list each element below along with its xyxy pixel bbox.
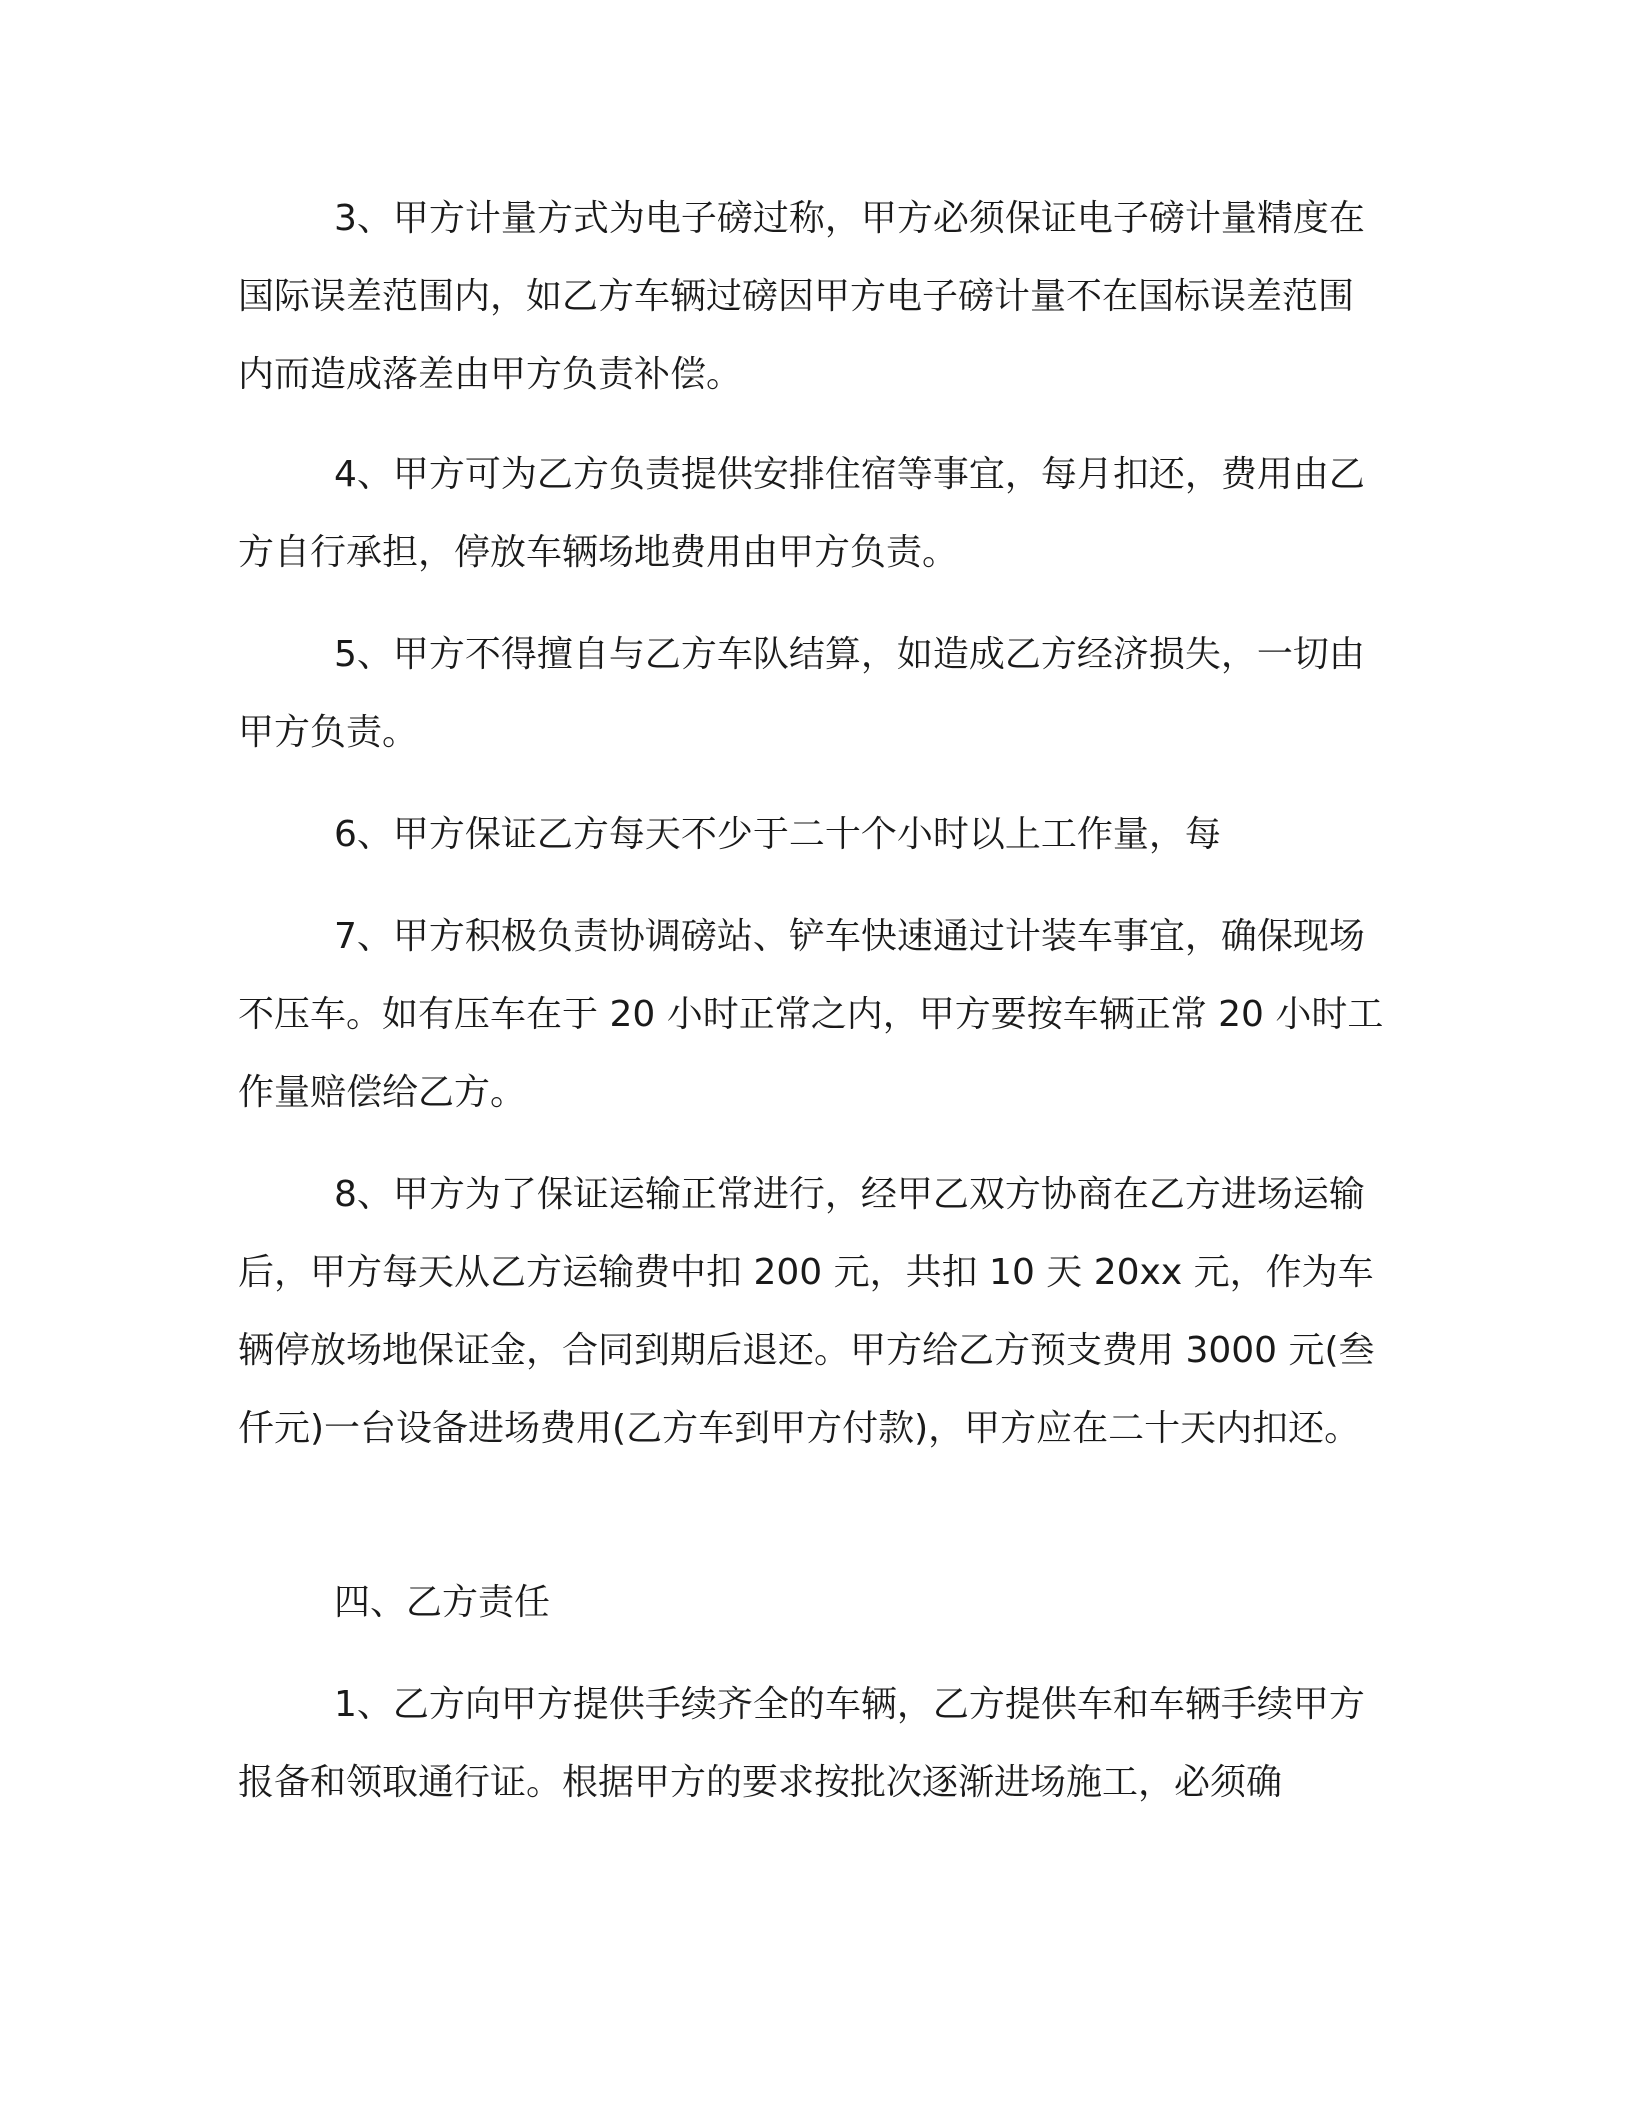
clause-6-paragraph: 6、甲方保证乙方每天不少于二十个小时以上工作量，每 bbox=[334, 814, 1221, 855]
clause-5-paragraph: 5、甲方不得擅自与乙方车队结算，如造成乙方经济损失，一切由甲方负责。 bbox=[238, 634, 1365, 753]
clause-4-paragraph: 4、甲方可为乙方负责提供安排住宿等事宜，每月扣还，费用由乙方自行承担，停放车辆场地费用由甲方负责。 bbox=[238, 454, 1365, 573]
clause-7-paragraph: 7、甲方积极负责协调磅站、铲车快速通过计装车事宜，确保现场不压车。如有压车在于 20 小时正常之内，甲方要按车辆正常 20 小时工作量赔偿给乙方。 bbox=[238, 916, 1384, 1113]
clause-8-paragraph: 8、甲方为了保证运输正常进行，经甲乙双方协商在乙方进场运输后，甲方每天从乙方运输费中扣 200 元，共扣 10 天 20xx 元，作为车辆停放场地保证金，合同到期后退还。甲方给乙方预支费用 3000 元(叁仟元)一台设备进场费用(乙方车到甲方付款)，甲方应在二十天内扣还。 bbox=[238, 1174, 1375, 1449]
clause-3-paragraph: 3、甲方计量方式为电子磅过称，甲方必须保证电子磅计量精度在国际误差范围内，如乙方车辆过磅因甲方电子磅计量不在国标误差范围内而造成落差由甲方负责补偿。 bbox=[238, 198, 1365, 395]
section-heading-party-b-duties: 四、乙方责任 bbox=[334, 1582, 551, 1623]
party-b-clause-1-paragraph: 1、乙方向甲方提供手续齐全的车辆，乙方提供车和车辆手续甲方报备和领取通行证。根据甲方的要求按批次逐渐进场施工，必须确 bbox=[238, 1684, 1365, 1803]
